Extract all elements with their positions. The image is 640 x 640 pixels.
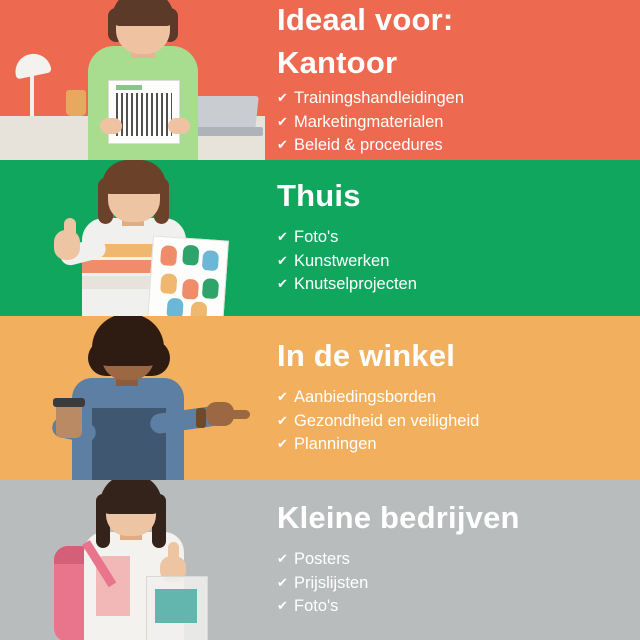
photo-thuis — [0, 160, 265, 316]
heading-thuis: Thuis — [277, 177, 361, 213]
check-icon: ✔ — [277, 113, 288, 129]
check-icon: ✔ — [277, 574, 288, 590]
list-item-label: Knutselprojecten — [294, 274, 417, 293]
content-in-de-winkel — [265, 316, 640, 480]
photo-winkel-illustration — [0, 316, 265, 480]
photo-kantoor-illustration — [0, 0, 265, 160]
check-icon: ✔ — [277, 275, 288, 291]
heading-kantoor: Kantoor — [277, 44, 398, 80]
list-item — [277, 87, 624, 110]
photo-bedrijven-illustration — [0, 480, 265, 640]
poster-kicker: Ideaal voor: — [277, 2, 454, 37]
section-thuis — [0, 160, 640, 316]
section-in-de-winkel — [0, 316, 640, 480]
list-item — [277, 548, 624, 571]
check-icon: ✔ — [277, 229, 288, 245]
check-icon: ✔ — [277, 597, 288, 613]
check-icon: ✔ — [277, 90, 288, 106]
list-kantoor — [277, 87, 624, 157]
list-item — [277, 134, 624, 157]
list-item-label: Marketingmaterialen — [294, 112, 444, 131]
list-item-label: Aanbiedingsborden — [294, 388, 437, 407]
check-icon: ✔ — [277, 252, 288, 268]
list-item — [277, 226, 624, 249]
list-item-label: Foto's — [294, 228, 339, 247]
list-item-label: Kunstwerken — [294, 251, 390, 270]
list-item — [277, 572, 624, 595]
photo-kleine-bedrijven — [0, 480, 265, 640]
list-item-label: Beleid & procedures — [294, 135, 443, 154]
list-item-label: Planningen — [294, 434, 377, 453]
content-thuis — [265, 160, 640, 316]
list-item — [277, 273, 624, 296]
list-item — [277, 410, 624, 433]
photo-kantoor — [0, 0, 265, 160]
check-icon: ✔ — [277, 435, 288, 451]
photo-in-de-winkel — [0, 316, 265, 480]
list-item — [277, 111, 624, 134]
content-kleine-bedrijven — [265, 480, 640, 640]
list-item-label: Prijslijsten — [294, 573, 369, 592]
heading-in-de-winkel: In de winkel — [277, 337, 456, 373]
list-in-de-winkel — [277, 386, 624, 456]
check-icon: ✔ — [277, 136, 288, 152]
list-item — [277, 595, 624, 618]
heading-kleine-bedrijven: Kleine bedrijven — [277, 499, 520, 535]
list-item-label: Gezondheid en veiligheid — [294, 411, 480, 430]
section-kleine-bedrijven — [0, 480, 640, 640]
list-kleine-bedrijven — [277, 548, 624, 618]
check-icon: ✔ — [277, 389, 288, 405]
list-item-label: Foto's — [294, 596, 339, 615]
list-item — [277, 386, 624, 409]
check-icon: ✔ — [277, 412, 288, 428]
list-item — [277, 250, 624, 273]
section-kantoor — [0, 0, 640, 160]
list-item — [277, 433, 624, 456]
content-kantoor — [265, 0, 640, 160]
list-item-label: Trainingshandleidingen — [294, 89, 465, 108]
list-item-label: Posters — [294, 550, 350, 569]
photo-thuis-illustration — [0, 160, 265, 316]
check-icon: ✔ — [277, 551, 288, 567]
list-thuis — [277, 226, 624, 296]
